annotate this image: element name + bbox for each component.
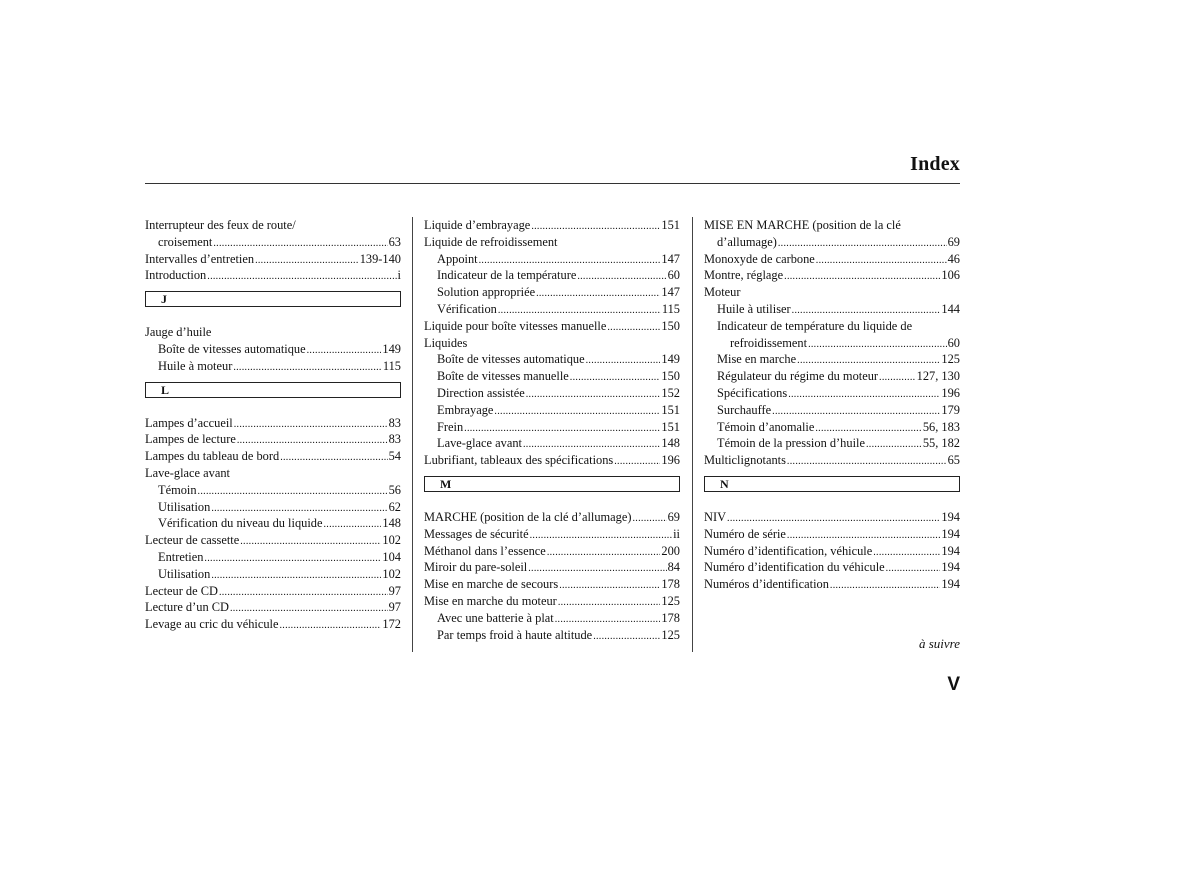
entry-term: Lave-glace avant xyxy=(437,436,522,451)
index-subentry xyxy=(424,627,680,644)
entry-page: 125 xyxy=(941,352,960,367)
entry-term: Miroir du pare-soleil xyxy=(424,560,528,575)
entry-term: Liquide pour boîte vitesses manuelle xyxy=(424,318,607,333)
index-entry xyxy=(704,526,960,543)
column-divider xyxy=(412,217,413,652)
index-entry xyxy=(424,593,680,610)
entry-term: d’allumage) xyxy=(717,234,777,249)
index-subentry xyxy=(145,341,401,358)
entry-term: Lecture d’un CD xyxy=(145,600,229,615)
entry-term: Spécifications xyxy=(717,385,788,400)
index-subentry xyxy=(424,267,680,284)
entry-term: Numéro d’identification, véhicule xyxy=(704,543,873,558)
index-entry-heading: Jauge d’huile xyxy=(145,325,212,340)
entry-term: Boîte de vitesses automatique xyxy=(437,352,585,367)
index-entry-heading: Lave-glace avant xyxy=(145,465,230,480)
entry-page: 194 xyxy=(941,526,960,541)
entry-page: 148 xyxy=(382,516,401,531)
entry-page: 178 xyxy=(661,577,680,592)
index-entry xyxy=(145,415,401,432)
entry-term: Introduction xyxy=(145,268,207,283)
entry-term: Liquide d’embrayage xyxy=(424,218,531,232)
entry-page: ii xyxy=(673,526,680,541)
entry-page: 84 xyxy=(667,560,680,575)
index-entry xyxy=(704,251,960,268)
entry-term: Entretien xyxy=(158,549,204,564)
entry-page: 149 xyxy=(661,352,680,367)
entry-page: 139-140 xyxy=(359,251,401,266)
entry-page: 151 xyxy=(661,218,680,232)
index-entry-heading: Liquide de refroidissement xyxy=(424,234,558,249)
entry-page: 196 xyxy=(941,385,960,400)
entry-term: Lubrifiant, tableaux des spécifications xyxy=(424,453,614,468)
entry-term: Témoin xyxy=(158,482,197,497)
entry-term: Intervalles d’entretien xyxy=(145,251,255,266)
entry-page: 149 xyxy=(382,341,401,356)
section-letter-j: J xyxy=(145,291,401,307)
entry-page: 144 xyxy=(941,301,960,316)
index-subentry xyxy=(145,499,401,516)
entry-term: Lecteur de CD xyxy=(145,583,218,598)
entry-term: Lecteur de cassette xyxy=(145,533,240,548)
entry-term: Boîte de vitesses automatique xyxy=(158,341,306,356)
entry-term: Solution appropriée xyxy=(437,285,536,300)
index-subentry xyxy=(424,301,680,318)
entry-page: 115 xyxy=(661,301,680,316)
entry-term: Embrayage xyxy=(437,402,494,417)
entry-term: Lampes d’accueil xyxy=(145,415,233,430)
entry-page: 194 xyxy=(941,560,960,575)
index-entry xyxy=(145,599,401,616)
index-entry-heading: Moteur xyxy=(704,285,741,300)
index-column-b xyxy=(424,217,680,643)
entry-term: croisement xyxy=(158,234,213,249)
index-subentry xyxy=(704,335,960,352)
index-subentry xyxy=(704,351,960,368)
index-subentry xyxy=(145,549,401,566)
entry-term: Numéros d’identification xyxy=(704,577,829,592)
entry-term: Mise en marche de secours xyxy=(424,577,559,592)
index-subentry xyxy=(704,435,960,452)
entry-term: Numéro de série xyxy=(704,526,786,541)
entry-page: 69 xyxy=(947,234,960,249)
entry-term: Lampes du tableau de bord xyxy=(145,449,280,464)
entry-page: i xyxy=(397,268,401,283)
index-entry xyxy=(145,532,401,549)
entry-term: Mise en marche du moteur xyxy=(424,593,557,608)
entry-page: 56, 183 xyxy=(922,419,960,434)
index-entry xyxy=(704,559,960,576)
entry-page: 102 xyxy=(382,533,401,548)
entry-page: 54 xyxy=(388,449,401,464)
entry-term: Boîte de vitesses manuelle xyxy=(437,369,569,384)
index-column-c xyxy=(704,217,960,593)
index-subentry xyxy=(145,515,401,532)
entry-term: Utilisation xyxy=(158,566,211,581)
entry-page: 148 xyxy=(661,436,680,451)
entry-term: Multiclignotants xyxy=(704,453,786,468)
entry-term: Numéro d’identification du véhicule xyxy=(704,560,885,575)
entry-term: Avec une batterie à plat xyxy=(437,610,554,625)
index-subentry xyxy=(145,358,401,375)
entry-page: 83 xyxy=(388,432,401,447)
entry-page: 127, 130 xyxy=(916,369,960,384)
entry-page: 102 xyxy=(382,566,401,581)
entry-term: refroidissement xyxy=(730,335,808,350)
entry-page: 63 xyxy=(388,234,401,249)
index-entry xyxy=(424,543,680,560)
section-letter-l: L xyxy=(145,382,401,398)
entry-page: 65 xyxy=(947,453,960,468)
entry-page: 115 xyxy=(382,358,401,373)
entry-term: Vérification xyxy=(437,301,497,316)
entry-term: Par temps froid à haute altitude xyxy=(437,627,593,642)
index-subentry xyxy=(145,234,401,251)
index-entry xyxy=(145,267,401,284)
entry-page: 179 xyxy=(941,402,960,417)
index-subentry xyxy=(145,482,401,499)
index-subentry xyxy=(424,368,680,385)
entry-page: 62 xyxy=(388,499,401,514)
entry-term: Indicateur de la température xyxy=(437,268,577,283)
entry-term: Huile à utiliser xyxy=(717,301,791,316)
index-subentry xyxy=(704,234,960,251)
index-subentry xyxy=(424,435,680,452)
index-subentry xyxy=(424,284,680,301)
entry-page: 151 xyxy=(661,402,680,417)
index-subentry xyxy=(704,419,960,436)
index-entry xyxy=(424,452,680,469)
entry-term: Mise en marche xyxy=(717,352,797,367)
entry-page: 178 xyxy=(661,610,680,625)
entry-page: 151 xyxy=(661,419,680,434)
entry-page: 150 xyxy=(661,318,680,333)
index-entry xyxy=(704,543,960,560)
entry-term: Régulateur du régime du moteur xyxy=(717,369,879,384)
section-letter-n: N xyxy=(704,476,960,492)
entry-page: 55, 182 xyxy=(922,436,960,451)
entry-page: 97 xyxy=(388,583,401,598)
entry-page: 194 xyxy=(941,577,960,592)
index-entry xyxy=(704,452,960,469)
entry-term: Frein xyxy=(437,419,464,434)
entry-page: 147 xyxy=(661,251,680,266)
index-subentry xyxy=(424,251,680,268)
index-entry xyxy=(145,251,401,268)
index-subentry xyxy=(424,419,680,436)
index-entry-heading: Interrupteur des feux de route/ xyxy=(145,218,296,232)
entry-page: 46 xyxy=(947,251,960,266)
entry-page: 104 xyxy=(382,549,401,564)
entry-page: 83 xyxy=(388,415,401,430)
entry-page: 150 xyxy=(661,369,680,384)
index-subentry xyxy=(704,385,960,402)
index-entry xyxy=(145,448,401,465)
index-entry-heading: Liquides xyxy=(424,335,468,350)
page-number: V xyxy=(947,674,960,695)
index-subentry xyxy=(424,610,680,627)
index-subentry xyxy=(145,566,401,583)
entry-term: NIV xyxy=(704,509,727,524)
entry-term: Direction assistée xyxy=(437,385,525,400)
entry-term: Témoin de la pression d’huile xyxy=(717,436,865,451)
entry-page: 56 xyxy=(388,482,401,497)
index-entry xyxy=(145,583,401,600)
entry-page: 196 xyxy=(661,453,680,468)
index-subentry xyxy=(424,385,680,402)
column-divider xyxy=(692,217,693,652)
index-entry-heading: MISE EN MARCHE (position de la clé xyxy=(704,218,901,232)
index-subentry-heading: Indicateur de température du liquide de xyxy=(717,318,913,333)
entry-page: 69 xyxy=(667,509,680,524)
entry-page: 194 xyxy=(941,543,960,558)
index-entry xyxy=(424,559,680,576)
index-subentry xyxy=(704,301,960,318)
title-rule xyxy=(145,183,960,184)
entry-term: Méthanol dans l’essence xyxy=(424,543,546,558)
index-entry xyxy=(704,509,960,526)
entry-term: Appoint xyxy=(437,251,478,266)
index-subentry xyxy=(424,351,680,368)
entry-term: Monoxyde de carbone xyxy=(704,251,815,266)
index-subentry xyxy=(704,402,960,419)
index-subentry xyxy=(424,402,680,419)
entry-page: 147 xyxy=(661,285,680,300)
entry-term: Témoin d’anomalie xyxy=(717,419,815,434)
entry-term: Levage au cric du véhicule xyxy=(145,617,279,632)
section-letter-m: M xyxy=(424,476,680,492)
entry-page: 60 xyxy=(667,268,680,283)
entry-term: Lampes de lecture xyxy=(145,432,236,447)
entry-term: Montre, réglage xyxy=(704,268,784,283)
entry-term: MARCHE (position de la clé d’allumage) xyxy=(424,509,632,524)
entry-term: Utilisation xyxy=(158,499,211,514)
index-entry xyxy=(424,526,680,543)
entry-page: 60 xyxy=(947,335,960,350)
entry-term: Vérification du niveau du liquide xyxy=(158,516,323,531)
index-column-a xyxy=(145,217,401,633)
index-entry xyxy=(424,318,680,335)
index-subentry xyxy=(704,368,960,385)
entry-page: 125 xyxy=(661,627,680,642)
entry-page: 106 xyxy=(941,268,960,283)
entry-page: 152 xyxy=(661,385,680,400)
entry-page: 172 xyxy=(382,617,401,632)
entry-term: Messages de sécurité xyxy=(424,526,529,541)
continued-note: à suivre xyxy=(918,636,960,651)
index-entry xyxy=(704,267,960,284)
index-entry xyxy=(704,576,960,593)
index-entry xyxy=(424,576,680,593)
entry-page: 200 xyxy=(661,543,680,558)
index-entry xyxy=(145,431,401,448)
entry-page: 125 xyxy=(661,593,680,608)
index-entry xyxy=(424,509,680,526)
entry-page: 97 xyxy=(388,600,401,615)
entry-term: Huile à moteur xyxy=(158,358,233,373)
index-entry xyxy=(145,616,401,633)
entry-page: 194 xyxy=(941,509,960,524)
entry-term: Surchauffe xyxy=(717,402,772,417)
index-entry xyxy=(424,217,680,234)
page-title: Index xyxy=(910,153,960,175)
